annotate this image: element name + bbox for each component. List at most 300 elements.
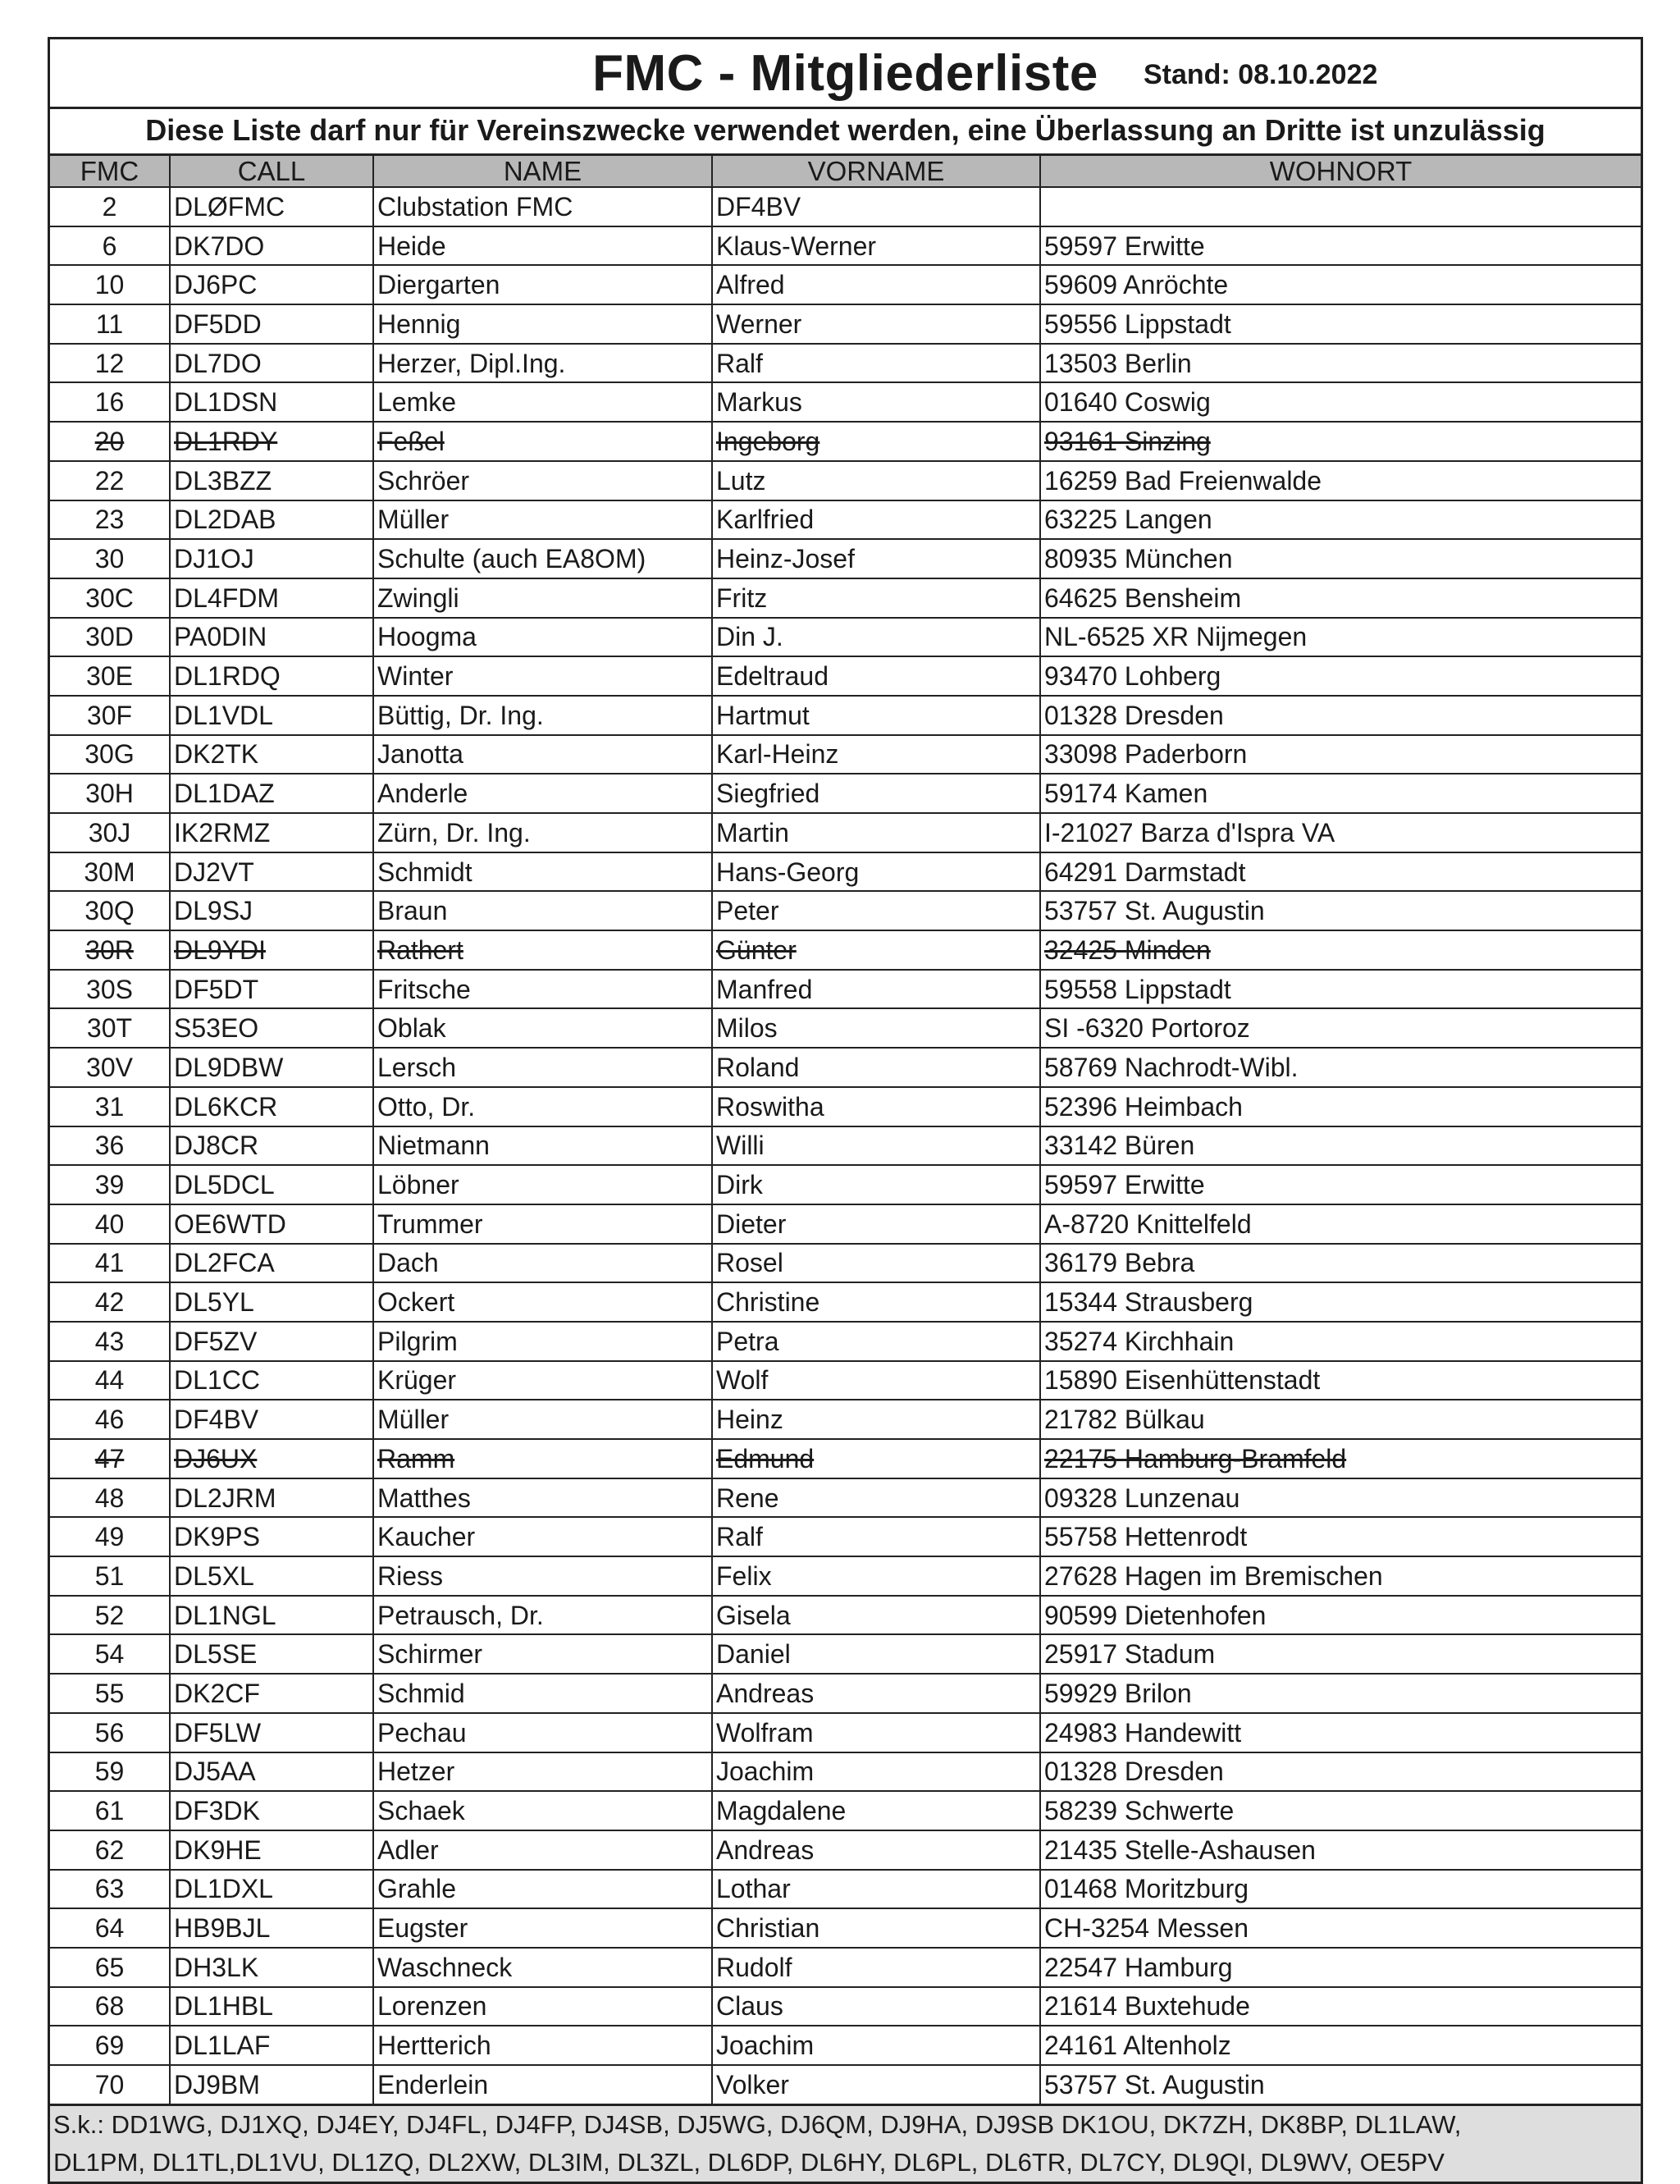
- table-row: [50, 774, 1641, 813]
- name-cell-text: Braun: [377, 896, 448, 926]
- call-cell-text: DL1RDQ: [174, 661, 281, 692]
- call-cell: [170, 382, 373, 422]
- name-cell-text: Petrausch, Dr.: [377, 1600, 544, 1630]
- wohnort-cell-text: 80935 München: [1044, 544, 1233, 574]
- vorname-cell-text: Roland: [716, 1052, 800, 1082]
- call-cell-text: DL1VDL: [174, 700, 273, 730]
- table-row: [50, 852, 1641, 892]
- table-row: [50, 1204, 1641, 1244]
- wohnort-cell: [1040, 1556, 1641, 1596]
- vorname-cell-text: Klaus-Werner: [716, 231, 877, 261]
- call-cell: [170, 1908, 373, 1948]
- name-cell: [373, 1791, 712, 1830]
- wohnort-cell: [1040, 1244, 1641, 1283]
- vorname-cell: [712, 344, 1040, 383]
- wohnort-cell-text: 64291 Darmstadt: [1044, 857, 1246, 887]
- wohnort-cell-text: 01328 Dresden: [1044, 1757, 1224, 1787]
- vorname-cell-text: Willi: [716, 1131, 765, 1161]
- column-header-name: NAME: [373, 156, 712, 187]
- name-cell: [373, 1870, 712, 1909]
- call-cell-text: DJ8CR: [174, 1131, 259, 1161]
- call-cell: [170, 1517, 373, 1556]
- table-row: [50, 1400, 1641, 1439]
- member-list-document: [48, 37, 1643, 2184]
- fmc-cell-text: 20: [94, 426, 125, 456]
- wohnort-cell: [1040, 1948, 1641, 1987]
- call-cell-text: HB9BJL: [174, 1913, 271, 1944]
- fmc-cell: [50, 1322, 170, 1361]
- call-cell-text: DL6KCR: [174, 1091, 278, 1122]
- name-cell: [373, 539, 712, 578]
- fmc-cell: [50, 1596, 170, 1635]
- fmc-cell: [50, 539, 170, 578]
- fmc-cell: [50, 1048, 170, 1087]
- vorname-cell-text: Felix: [716, 1560, 772, 1591]
- vorname-cell-text: Joachim: [716, 2031, 815, 2061]
- vorname-cell-text: Edmund: [716, 1443, 815, 1474]
- name-cell: [373, 852, 712, 892]
- name-cell: [373, 1596, 712, 1635]
- vorname-cell: [712, 1713, 1040, 1752]
- column-header-wohnort: WOHNORT: [1040, 156, 1641, 187]
- name-cell-text: Schirmer: [377, 1639, 483, 1670]
- wohnort-cell-text: 52396 Heimbach: [1044, 1091, 1243, 1122]
- table-row: [50, 1634, 1641, 1674]
- fmc-cell-text: 59: [94, 1757, 125, 1787]
- fmc-cell: [50, 656, 170, 696]
- fmc-cell: [50, 187, 170, 226]
- call-cell: [170, 656, 373, 696]
- vorname-cell: [712, 852, 1040, 892]
- fmc-cell-text: 30V: [86, 1052, 133, 1082]
- wohnort-cell-text: 24983 Handewitt: [1044, 1717, 1242, 1748]
- fmc-cell-text: 30G: [84, 739, 135, 770]
- table-row: [50, 578, 1641, 618]
- wohnort-cell-text: 16259 Bad Freienwalde: [1044, 465, 1322, 496]
- fmc-cell-text: 22: [94, 465, 125, 496]
- wohnort-cell: [1040, 1282, 1641, 1322]
- vorname-cell-text: Karlfried: [716, 505, 815, 535]
- call-cell: [170, 265, 373, 304]
- vorname-cell-text: Gisela: [716, 1600, 791, 1630]
- vorname-cell-text: Manfred: [716, 974, 813, 1004]
- name-cell-text: Ramm: [377, 1443, 455, 1474]
- name-cell: [373, 461, 712, 500]
- name-cell: [373, 1948, 712, 1987]
- table-row: [50, 344, 1641, 383]
- name-cell: [373, 1556, 712, 1596]
- call-cell: [170, 1361, 373, 1400]
- fmc-cell: [50, 265, 170, 304]
- vorname-cell: [712, 500, 1040, 540]
- fmc-cell-text: 16: [94, 387, 125, 418]
- name-cell-text: Lemke: [377, 387, 457, 418]
- vorname-cell-text: Edeltraud: [716, 661, 829, 692]
- call-cell: [170, 1439, 373, 1478]
- fmc-cell-text: 39: [94, 1170, 125, 1200]
- fmc-cell-text: 30Q: [84, 896, 135, 926]
- wohnort-cell-text: A-8720 Knittelfeld: [1044, 1209, 1252, 1239]
- fmc-cell: [50, 1400, 170, 1439]
- call-cell-text: DL2DAB: [174, 505, 276, 535]
- fmc-cell-text: 65: [94, 1952, 125, 1982]
- vorname-cell-text: Ralf: [716, 348, 763, 378]
- name-cell: [373, 1087, 712, 1126]
- call-cell-text: DF5LW: [174, 1717, 262, 1748]
- fmc-cell-text: 52: [94, 1600, 125, 1630]
- table-row: [50, 1008, 1641, 1048]
- silent-keys-footer: [50, 2104, 1641, 2182]
- vorname-cell: [712, 1791, 1040, 1830]
- call-cell: [170, 1948, 373, 1987]
- vorname-cell-text: Peter: [716, 896, 779, 926]
- fmc-cell-text: 56: [94, 1717, 125, 1748]
- call-cell-text: OE6WTD: [174, 1209, 286, 1239]
- fmc-cell-text: 55: [94, 1678, 125, 1708]
- call-cell: [170, 970, 373, 1009]
- vorname-cell-text: Fritz: [716, 583, 768, 613]
- vorname-cell: [712, 578, 1040, 618]
- name-cell: [373, 422, 712, 461]
- vorname-cell-text: Wolf: [716, 1365, 769, 1396]
- fmc-cell-text: 54: [94, 1639, 125, 1670]
- name-cell: [373, 1282, 712, 1322]
- table-row: [50, 1674, 1641, 1713]
- fmc-cell-text: 23: [94, 505, 125, 535]
- call-cell: [170, 1282, 373, 1322]
- name-cell-text: Schmidt: [377, 857, 472, 887]
- fmc-cell-text: 64: [94, 1913, 125, 1944]
- call-cell-text: DF3DK: [174, 1796, 260, 1826]
- name-cell-text: Hennig: [377, 308, 461, 339]
- name-cell: [373, 774, 712, 813]
- call-cell: [170, 187, 373, 226]
- vorname-cell-text: Günter: [716, 934, 797, 965]
- fmc-cell: [50, 1439, 170, 1478]
- name-cell-text: Hoogma: [377, 622, 477, 652]
- fmc-cell: [50, 1126, 170, 1166]
- fmc-cell: [50, 1908, 170, 1948]
- call-cell: [170, 1400, 373, 1439]
- wohnort-cell: [1040, 813, 1641, 852]
- fmc-cell: [50, 774, 170, 813]
- fmc-cell: [50, 344, 170, 383]
- fmc-cell-text: 70: [94, 2069, 125, 2099]
- call-cell-text: DK2TK: [174, 739, 259, 770]
- wohnort-cell: [1040, 539, 1641, 578]
- fmc-cell: [50, 2065, 170, 2104]
- table-row: [50, 1791, 1641, 1830]
- name-cell-text: Kaucher: [377, 1522, 476, 1552]
- call-cell-text: DL9SJ: [174, 896, 253, 926]
- table-row: [50, 1830, 1641, 1870]
- call-cell-text: DL4FDM: [174, 583, 280, 613]
- wohnort-cell-text: 59609 Anröchte: [1044, 270, 1229, 300]
- vorname-cell: [712, 696, 1040, 735]
- vorname-cell: [712, 382, 1040, 422]
- name-cell-text: Otto, Dr.: [377, 1091, 476, 1122]
- wohnort-cell-text: SI -6320 Portoroz: [1044, 1013, 1250, 1044]
- wohnort-cell-text: 09328 Lunzenau: [1044, 1483, 1240, 1513]
- fmc-cell-text: 47: [94, 1443, 125, 1474]
- call-cell: [170, 891, 373, 930]
- name-cell: [373, 1204, 712, 1244]
- fmc-cell-text: 30J: [88, 817, 131, 848]
- vorname-cell: [712, 1674, 1040, 1713]
- call-cell-text: DL9YDI: [174, 934, 267, 965]
- vorname-cell-text: Lutz: [716, 465, 766, 496]
- wohnort-cell-text: 33142 Büren: [1044, 1131, 1195, 1161]
- wohnort-cell: [1040, 656, 1641, 696]
- vorname-cell-text: Rene: [716, 1483, 779, 1513]
- vorname-cell-text: Daniel: [716, 1639, 791, 1670]
- wohnort-cell-text: 22547 Hamburg: [1044, 1952, 1233, 1982]
- fmc-cell: [50, 930, 170, 970]
- vorname-cell: [712, 656, 1040, 696]
- fmc-cell-text: 30C: [85, 583, 134, 613]
- fmc-cell: [50, 1713, 170, 1752]
- fmc-cell-text: 36: [94, 1131, 125, 1161]
- fmc-cell-text: 63: [94, 1874, 125, 1904]
- vorname-cell: [712, 930, 1040, 970]
- fmc-cell: [50, 1244, 170, 1283]
- name-cell-text: Hetzer: [377, 1757, 455, 1787]
- name-cell-text: Riess: [377, 1560, 444, 1591]
- vorname-cell: [712, 1165, 1040, 1204]
- vorname-cell: [712, 1204, 1040, 1244]
- wohnort-cell: [1040, 1400, 1641, 1439]
- table-row: [50, 1478, 1641, 1518]
- call-cell: [170, 1634, 373, 1674]
- call-cell-text: DJ6PC: [174, 270, 258, 300]
- name-cell: [373, 930, 712, 970]
- fmc-cell: [50, 461, 170, 500]
- vorname-cell: [712, 1752, 1040, 1792]
- table-row: [50, 696, 1641, 735]
- wohnort-cell-text: 01328 Dresden: [1044, 700, 1224, 730]
- fmc-cell-text: 30H: [85, 779, 134, 809]
- call-cell: [170, 1204, 373, 1244]
- fmc-cell: [50, 1517, 170, 1556]
- vorname-cell: [712, 1634, 1040, 1674]
- wohnort-cell-text: 32425 Minden: [1044, 934, 1211, 965]
- wohnort-cell: [1040, 1596, 1641, 1635]
- name-cell-text: Zwingli: [377, 583, 459, 613]
- fmc-cell: [50, 1556, 170, 1596]
- fmc-cell-text: 11: [95, 308, 124, 339]
- name-cell: [373, 1165, 712, 1204]
- wohnort-cell-text: 25917 Stadum: [1044, 1639, 1216, 1670]
- call-cell-text: DL5SE: [174, 1639, 258, 1670]
- name-cell: [373, 1008, 712, 1048]
- call-cell: [170, 539, 373, 578]
- vorname-cell: [712, 1870, 1040, 1909]
- wohnort-cell: [1040, 696, 1641, 735]
- call-cell: [170, 1752, 373, 1792]
- name-cell: [373, 1361, 712, 1400]
- call-cell: [170, 1791, 373, 1830]
- table-row: [50, 618, 1641, 657]
- name-cell-text: Nietmann: [377, 1131, 490, 1161]
- call-cell: [170, 852, 373, 892]
- vorname-cell-text: Markus: [716, 387, 802, 418]
- name-cell: [373, 1987, 712, 2026]
- name-cell-text: Herzer, Dipl.Ing.: [377, 348, 566, 378]
- title-row: [50, 39, 1641, 109]
- call-cell-text: DL1CC: [174, 1365, 260, 1396]
- fmc-cell: [50, 1987, 170, 2026]
- name-cell-text: Schaek: [377, 1796, 465, 1826]
- call-cell-text: DL1DAZ: [174, 779, 275, 809]
- name-cell-text: Rathert: [377, 934, 463, 965]
- table-row: [50, 1282, 1641, 1322]
- vorname-cell: [712, 1439, 1040, 1478]
- fmc-cell: [50, 1634, 170, 1674]
- name-cell-text: Lorenzen: [377, 1991, 487, 2022]
- vorname-cell-text: Karl-Heinz: [716, 739, 839, 770]
- table-row: [50, 265, 1641, 304]
- wohnort-cell: [1040, 265, 1641, 304]
- name-cell-text: Eugster: [377, 1913, 468, 1944]
- table-row: [50, 1908, 1641, 1948]
- name-cell-text: Anderle: [377, 779, 468, 809]
- table-row: [50, 1713, 1641, 1752]
- vorname-cell-text: Christine: [716, 1287, 820, 1318]
- table-row: [50, 1870, 1641, 1909]
- vorname-cell-text: Heinz: [716, 1405, 783, 1435]
- call-cell-text: DL1DSN: [174, 387, 278, 418]
- table-row: [50, 226, 1641, 266]
- name-cell-text: Waschneck: [377, 1952, 513, 1982]
- wohnort-cell: [1040, 500, 1641, 540]
- fmc-cell-text: 41: [94, 1248, 125, 1278]
- fmc-cell: [50, 1282, 170, 1322]
- name-cell-text: Trummer: [377, 1209, 483, 1239]
- call-cell: [170, 1870, 373, 1909]
- wohnort-cell-text: 59597 Erwitte: [1044, 1170, 1205, 1200]
- name-cell-text: Lersch: [377, 1052, 457, 1082]
- vorname-cell: [712, 1400, 1040, 1439]
- fmc-cell: [50, 618, 170, 657]
- wohnort-cell-text: 90599 Dietenhofen: [1044, 1600, 1267, 1630]
- wohnort-cell-text: 15344 Strausberg: [1044, 1287, 1253, 1318]
- table-row: [50, 1048, 1641, 1087]
- call-cell: [170, 696, 373, 735]
- wohnort-cell: [1040, 1322, 1641, 1361]
- name-cell: [373, 1400, 712, 1439]
- name-cell: [373, 735, 712, 774]
- table-row: [50, 891, 1641, 930]
- vorname-cell-text: Lothar: [716, 1874, 791, 1904]
- vorname-cell-text: Werner: [716, 308, 802, 339]
- name-cell: [373, 226, 712, 266]
- call-cell: [170, 1322, 373, 1361]
- wohnort-cell-text: 63225 Langen: [1044, 505, 1212, 535]
- wohnort-cell: [1040, 774, 1641, 813]
- wohnort-cell: [1040, 304, 1641, 344]
- wohnort-cell: [1040, 970, 1641, 1009]
- table-row: [50, 1087, 1641, 1126]
- vorname-cell-text: Hartmut: [716, 700, 810, 730]
- vorname-cell-text: Ingeborg: [716, 426, 820, 456]
- column-header-vorname: VORNAME: [712, 156, 1040, 187]
- call-cell-text: DJ5AA: [174, 1757, 256, 1787]
- name-cell-text: Löbner: [377, 1170, 459, 1200]
- name-cell-text: Schulte (auch EA8OM): [377, 544, 646, 574]
- fmc-cell: [50, 2026, 170, 2065]
- silent-keys-line: DL1PM, DL1TL,DL1VU, DL1ZQ, DL2XW, DL3IM, DL3ZL, DL6DP, DL6HY, DL6PL, DL6TR, DL7CY, DL9QI, DL9WV, OE5PV: [53, 2147, 1445, 2177]
- wohnort-cell-text: CH-3254 Messen: [1044, 1913, 1249, 1944]
- table-row: [50, 422, 1641, 461]
- stand-date: Stand: 08.10.2022: [1144, 59, 1378, 90]
- wohnort-cell-text: 21435 Stelle-Ashausen: [1044, 1834, 1316, 1865]
- call-cell: [170, 578, 373, 618]
- vorname-cell: [712, 891, 1040, 930]
- table-row: [50, 2065, 1641, 2104]
- fmc-cell: [50, 1830, 170, 1870]
- vorname-cell: [712, 813, 1040, 852]
- fmc-cell-text: 30D: [85, 622, 134, 652]
- call-cell-text: DK9PS: [174, 1522, 260, 1552]
- call-cell: [170, 774, 373, 813]
- wohnort-cell-text: 36179 Bebra: [1044, 1248, 1195, 1278]
- fmc-cell: [50, 1870, 170, 1909]
- name-cell-text: Enderlein: [377, 2069, 489, 2099]
- wohnort-cell-text: 93470 Lohberg: [1044, 661, 1221, 692]
- wohnort-cell-text: NL-6525 XR Nijmegen: [1044, 622, 1308, 652]
- call-cell-text: DL1DXL: [174, 1874, 273, 1904]
- vorname-cell: [712, 304, 1040, 344]
- name-cell-text: Schmid: [377, 1678, 465, 1708]
- fmc-cell-text: 30S: [86, 974, 133, 1004]
- fmc-cell-text: 6: [102, 231, 117, 261]
- wohnort-cell: [1040, 382, 1641, 422]
- wohnort-cell: [1040, 1126, 1641, 1166]
- call-cell-text: DK2CF: [174, 1678, 260, 1708]
- call-cell-text: DF5DT: [174, 974, 259, 1004]
- table-row: [50, 1244, 1641, 1283]
- fmc-cell: [50, 1948, 170, 1987]
- table-row: [50, 187, 1641, 226]
- fmc-cell-text: 30T: [86, 1013, 133, 1044]
- call-cell: [170, 2026, 373, 2065]
- table-header-row: [50, 156, 1641, 187]
- fmc-cell-text: 68: [94, 1991, 125, 2022]
- vorname-cell-text: Andreas: [716, 1678, 815, 1708]
- vorname-cell: [712, 2065, 1040, 2104]
- vorname-cell: [712, 1048, 1040, 1087]
- name-cell-text: Krüger: [377, 1365, 457, 1396]
- name-cell-text: Zürn, Dr. Ing.: [377, 817, 531, 848]
- vorname-cell: [712, 265, 1040, 304]
- vorname-cell: [712, 1478, 1040, 1518]
- fmc-cell: [50, 1674, 170, 1713]
- call-cell-text: DLØFMC: [174, 191, 285, 222]
- name-cell: [373, 1634, 712, 1674]
- table-row: [50, 656, 1641, 696]
- table-row: [50, 461, 1641, 500]
- wohnort-cell: [1040, 1361, 1641, 1400]
- table-row: [50, 1361, 1641, 1400]
- fmc-cell-text: 2: [102, 191, 117, 222]
- wohnort-cell: [1040, 1087, 1641, 1126]
- fmc-cell-text: 43: [94, 1326, 125, 1356]
- wohnort-cell-text: 22175 Hamburg-Bramfeld: [1044, 1443, 1347, 1474]
- fmc-cell-text: 30M: [84, 857, 135, 887]
- name-cell-text: Adler: [377, 1834, 439, 1865]
- name-cell-text: Heide: [377, 231, 446, 261]
- call-cell-text: DJ2VT: [174, 857, 254, 887]
